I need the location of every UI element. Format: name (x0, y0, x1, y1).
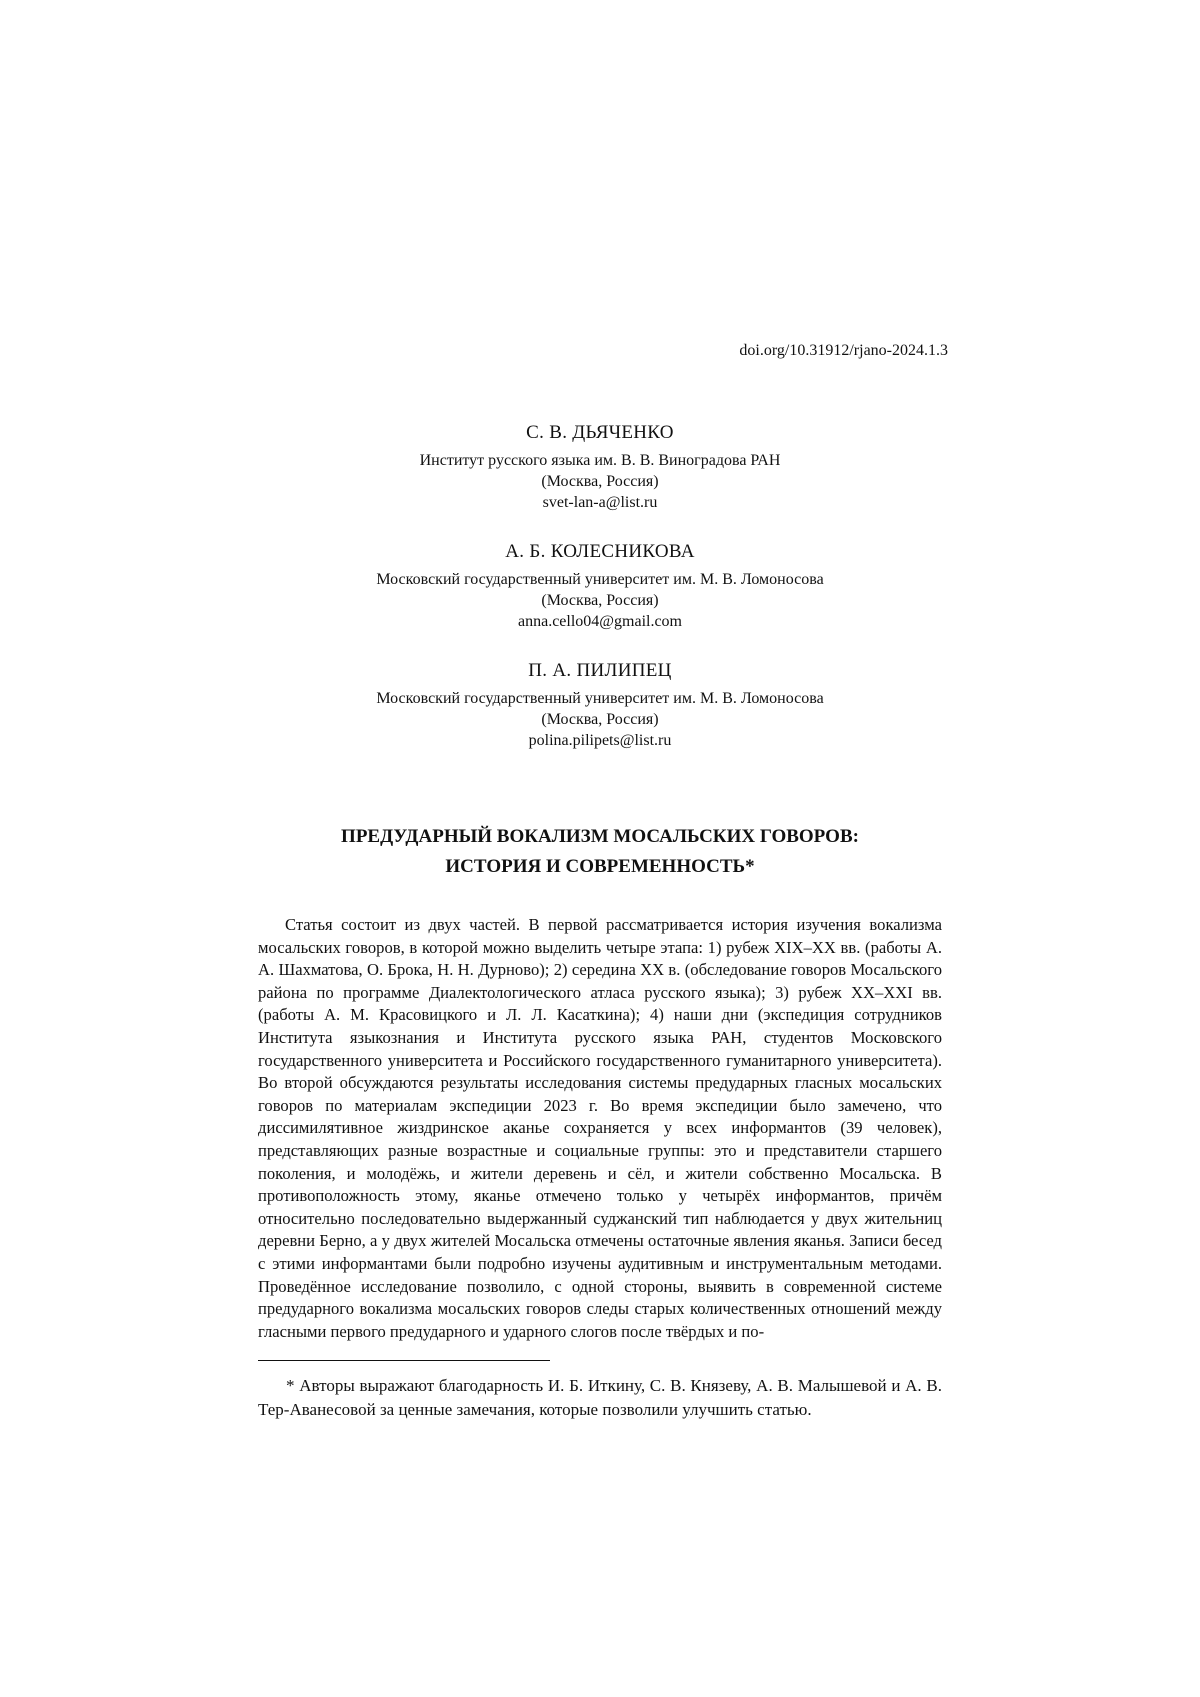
footnote-divider (258, 1360, 550, 1361)
article-title-line-1: ПРЕДУДАРНЫЙ ВОКАЛИЗМ МОСАЛЬСКИХ ГОВОРОВ: (341, 826, 859, 847)
author-location: (Москва, Россия) (541, 592, 659, 609)
author-name: П. А. ПИЛИПЕЦ (528, 660, 672, 681)
author-affiliation: Московский государственный университет им. М. В. Ломоносова (376, 571, 824, 588)
author-block (258, 420, 942, 513)
author-location: (Москва, Россия) (541, 473, 659, 490)
author-block (258, 658, 942, 751)
author-block (258, 539, 942, 632)
abstract-text: Статья состоит из двух частей. В первой рассматривается история изучения вокализма мосальских говоров, в которой можно выделить четыре этапа: 1) рубеж XIX–XX вв. (работы А. А. Шахматова, О. Брока, Н. Н. Дурново); 2) середина XX в. (обследование говоров Мосальского района по программе Диалектологического атласа русского языка); 3) рубеж XX–XXI вв. (работы А. М. Красовицкого и Л. Л. Касаткина); 4) наши дни (экспедиция сотрудников Института языкознания и Института русского языка РАН, студентов Московского государственного университета и Российского государственного гуманитарного университета). Во второй обсуждаются результаты исследования системы предударных гласных мосальских говоров по материалам экспедиции 2023 г. Во время экспедиции было замечено, что диссимилятивное жиздринское аканье сохраняется у всех информантов (39 человек), представляющих разные возрастные и социальные группы: это и представители старшего поколения, и молодёжь, и жители деревень и сёл, и жители собственно Мосальска. В противоположность этому, яканье отмечено только у четырёх информантов, причём относительно последовательно выдержанный суджанский тип наблюдается у двух жительниц деревни Берно, а у двух жителей Мосальска отмечены остаточные явления яканья. Записи бесед с этими информантами были подробно изучены аудитивным и инструментальным методами. Проведённое исследование позволило, с одной стороны, выявить в современной системе предударного вокализма мосальских говоров следы старых количественных отношений между гласными первого предударного и ударного слогов после твёрдых и по- (258, 915, 942, 1341)
author-email[interactable]: anna.cello04@gmail.com (517, 613, 682, 630)
author-affiliation: Московский государственный университет им. М. В. Ломоносова (376, 690, 824, 707)
author-name: А. Б. КОЛЕСНИКОВА (505, 541, 695, 562)
footnote-text: * Авторы выражают благодарность И. Б. Иткину, С. В. Князеву, А. В. Малышевой и А. В. Тер-Аванесовой за ценные замечания, которые позволили улучшить статью. (258, 1376, 942, 1419)
doi-link[interactable]: doi.org/10.31912/rjano-2024.1.3 (739, 342, 948, 359)
author-name: С. В. ДЬЯЧЕНКО (526, 422, 674, 443)
article-title-line-2: ИСТОРИЯ И СОВРЕМЕННОСТЬ* (445, 856, 755, 877)
author-email[interactable]: polina.pilipets@list.ru (528, 732, 672, 749)
author-affiliation: Институт русского языка им. В. В. Виноградова РАН (419, 452, 781, 469)
author-email[interactable]: svet-lan-a@list.ru (542, 494, 658, 511)
author-list (258, 420, 942, 777)
author-location: (Москва, Россия) (541, 711, 659, 728)
article-title (258, 822, 942, 882)
